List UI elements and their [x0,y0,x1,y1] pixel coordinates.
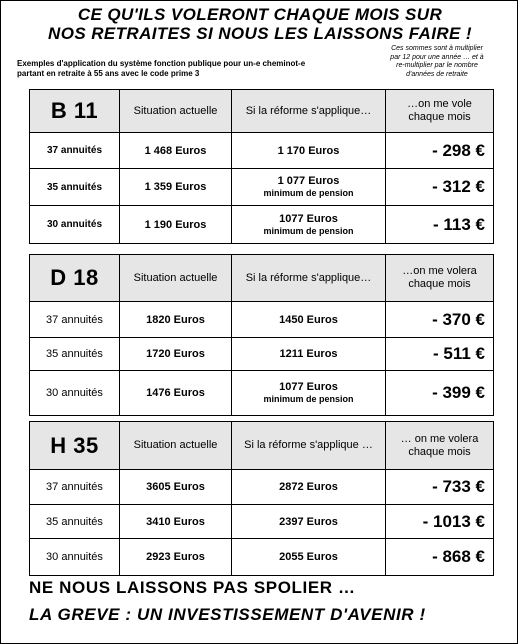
note-line-2: par 12 pour une année … et à [390,53,484,61]
monthly-loss: - 399 € [386,371,494,416]
current-amount: 1820 Euros [120,302,232,338]
note-line-3: re-multiplier par le nombre [396,62,478,69]
table-row [30,338,494,371]
note-line-4: d'années de retraite [406,70,468,78]
current-amount: 2923 Euros [120,539,232,576]
leaflet-title [1,5,518,43]
monthly-loss: - 733 € [386,470,494,505]
header-loss [386,255,494,302]
current-amount: 3605 Euros [120,470,232,505]
reform-amount [232,133,386,169]
annuities-cell: 30 annuités [30,371,120,416]
reform-value: 1211 Euros [279,348,338,360]
table-row [30,169,494,206]
annuities-cell: 30 annuités [30,539,120,576]
table-b11 [29,89,494,244]
header-loss-line-2: chaque mois [408,278,471,290]
header-loss-line-1: …on me volera [402,265,477,277]
reform-value: 2055 Euros [279,551,338,563]
header-loss-line-1: …on me vole [407,98,472,110]
title-line-2: NOS RETRAITES SI NOUS LES LAISSONS FAIRE ! [48,24,472,43]
header-reform: Si la réforme s'applique… [232,90,386,133]
reform-value: 1077 Euros [279,212,338,225]
monthly-loss: - 1013 € [386,505,494,539]
reform-amount [232,169,386,206]
monthly-loss: - 868 € [386,539,494,576]
title-line-1: CE QU'ILS VOLERONT CHAQUE MOIS SUR [77,5,443,24]
reform-value: 2397 Euros [279,515,338,528]
annuities-cell: 37 annuités [30,302,120,338]
table-row [30,539,494,576]
reform-value: 2872 Euros [279,481,338,493]
table-header-row [30,90,494,133]
annuities-cell: 30 annuités [30,206,120,244]
header-current: Situation actuelle [120,255,232,302]
reform-amount [232,302,386,338]
header-loss-line-2: chaque mois [408,111,471,123]
reform-amount [232,371,386,416]
footer-slogan-1: NE NOUS LAISSONS PAS SPOLIER … [29,578,356,597]
header-reform: Si la réforme s'applique … [232,422,386,470]
table-row [30,505,494,539]
header-loss-line-2: chaque mois [408,445,471,458]
reform-amount [232,338,386,371]
current-amount: 1476 Euros [120,371,232,416]
reform-value: 1 170 Euros [277,144,340,157]
monthly-loss: - 113 € [386,206,494,244]
reform-amount [232,505,386,539]
multiplier-note [381,45,493,79]
header-current: Situation actuelle [120,422,232,470]
intro-text [17,59,357,79]
annuities-cell: 37 annuités [30,133,120,169]
table-row [30,371,494,416]
annuities-cell: 35 annuités [30,338,120,371]
intro-line-2: partant en retraite à 55 ans avec le code prime 3 [17,69,200,78]
reform-amount [232,206,386,244]
header-loss [386,90,494,133]
header-loss [386,422,494,470]
table-d18 [29,254,494,416]
header-reform: Si la réforme s'applique… [232,255,386,302]
annuities-cell: 35 annuités [30,169,120,206]
monthly-loss: - 511 € [386,338,494,371]
reform-note: minimum de pension [263,225,354,236]
current-amount: 1720 Euros [120,338,232,371]
annuities-cell: 35 annuités [30,505,120,539]
header-current: Situation actuelle [120,90,232,133]
footer-slogan-2: LA GREVE : UN INVESTISSEMENT D'AVENIR ! [29,605,426,624]
table-header-row [30,422,494,470]
reform-note: minimum de pension [263,394,354,404]
reform-note: minimum de pension [263,188,354,198]
reform-value: 1 077 Euros [277,175,340,187]
table-h35 [29,421,494,576]
current-amount: 3410 Euros [120,505,232,539]
note-line-1: Ces sommes sont à multiplier [391,45,483,52]
grade-code: H 35 [30,422,120,470]
annuities-cell: 37 annuités [30,470,120,505]
header-loss-line-1: … on me volera [400,432,479,445]
monthly-loss: - 298 € [386,133,494,169]
current-amount: 1 468 Euros [120,133,232,169]
table-row [30,302,494,338]
current-amount: 1 359 Euros [120,169,232,206]
grade-code: D 18 [30,255,120,302]
current-amount: 1 190 Euros [120,206,232,244]
table-row [30,470,494,505]
reform-amount [232,470,386,505]
intro-line-1: Exemples d'application du système fonction publique pour un-e cheminot-e [17,59,306,68]
table-header-row [30,255,494,302]
reform-amount [232,539,386,576]
table-row [30,206,494,244]
reform-value: 1450 Euros [279,313,338,326]
reform-value: 1077 Euros [279,381,338,393]
monthly-loss: - 370 € [386,302,494,338]
grade-code: B 11 [30,90,120,133]
monthly-loss: - 312 € [386,169,494,206]
table-row [30,133,494,169]
